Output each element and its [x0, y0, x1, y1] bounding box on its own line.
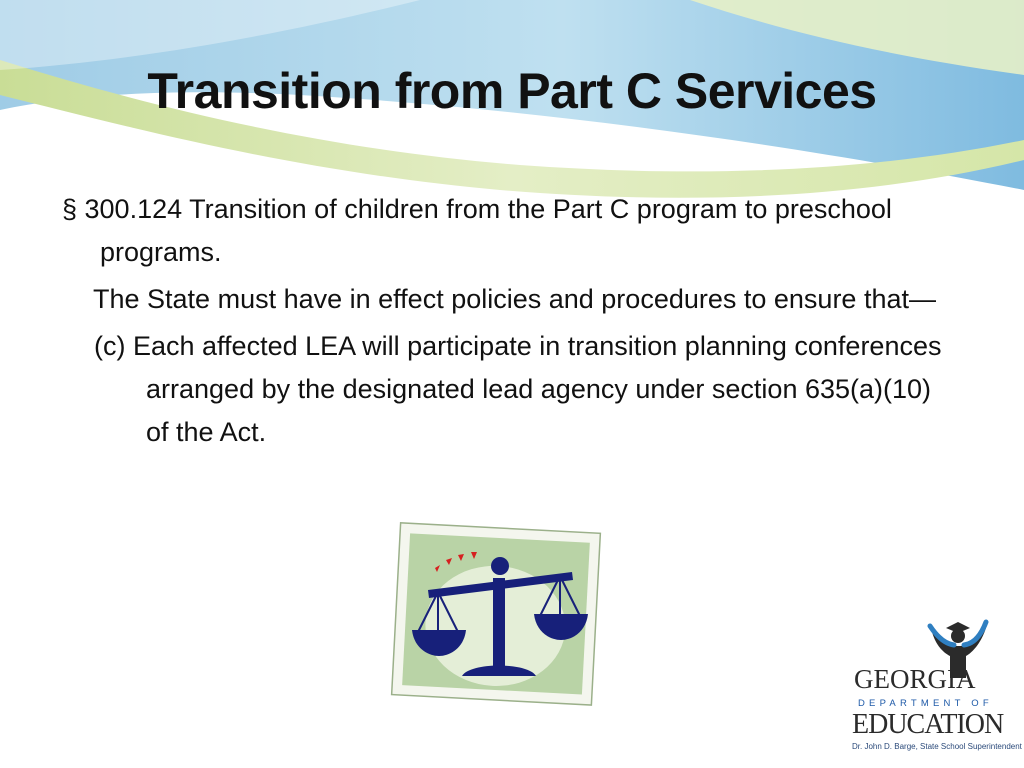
slide-body [62, 188, 942, 458]
logo-department-text: DEPARTMENT OF [858, 698, 993, 709]
paragraph-policy: The State must have in effect policies and procedures to ensure that— [93, 284, 936, 314]
logo-georgia-text: GEORGIA [854, 664, 976, 694]
balance-scale-icon [382, 516, 612, 712]
slide-title: Transition from Part C Services [147, 63, 877, 119]
paragraph-regulation: § 300.124 Transition of children from the Part C program to preschool programs. [62, 194, 892, 267]
logo-superintendent-text: Dr. John D. Barge, State School Superintendent [852, 742, 1022, 751]
logo-education-text: EDUCATION [852, 709, 1004, 740]
georgia-doe-logo [848, 616, 1022, 756]
paragraph-lea: (c) Each affected LEA will participate in transition planning conferences arranged by the designated lead agency under section 635(a)(10) of the Act. [94, 331, 942, 447]
